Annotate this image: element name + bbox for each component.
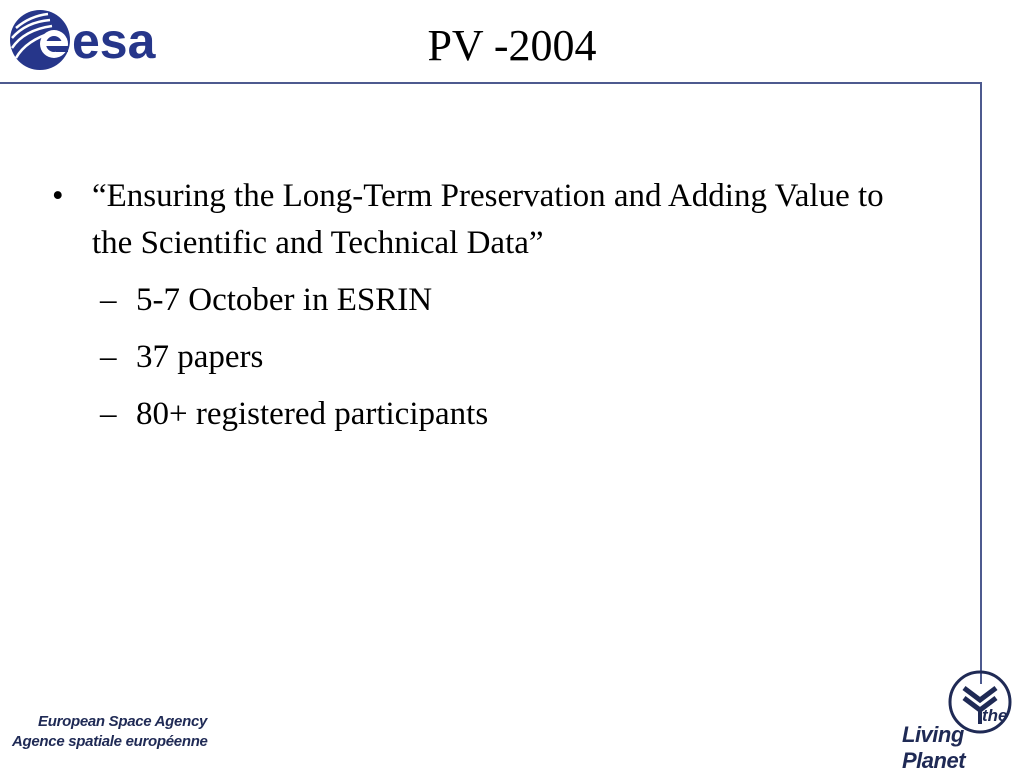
- sub-bullet-text: 5-7 October in ESRIN: [136, 282, 433, 318]
- bullet-marker: •: [52, 178, 64, 214]
- bullet-item: [52, 173, 932, 267]
- sub-bullet-text: 80+ registered participants: [136, 396, 489, 432]
- agency-name-en: European Space Agency: [38, 713, 208, 730]
- page-title: PV -2004: [427, 21, 597, 70]
- sub-bullet-item: [100, 391, 932, 438]
- sub-bullet-item: [100, 334, 932, 381]
- bullet-list: [52, 173, 932, 438]
- sub-bullet-text: 37 papers: [136, 339, 264, 375]
- sub-bullet-marker: –: [100, 396, 117, 432]
- esa-logo-text: esa: [72, 13, 156, 69]
- sub-bullet-marker: –: [100, 282, 117, 318]
- sub-bullet-marker: –: [100, 339, 117, 375]
- bullet-text: “Ensuring the Long-Term Preservation and Adding Value to the Scientific and Technical Data”: [92, 178, 884, 261]
- frame-top-line: [0, 82, 982, 84]
- living-planet-text: Living Planet: [902, 722, 966, 773]
- agency-name: [12, 712, 212, 752]
- frame-right-line: [980, 82, 982, 684]
- sub-bullet-item: [100, 277, 932, 324]
- agency-name-fr: Agence spatiale européenne: [12, 733, 208, 750]
- living-planet-the: the: [982, 706, 1008, 725]
